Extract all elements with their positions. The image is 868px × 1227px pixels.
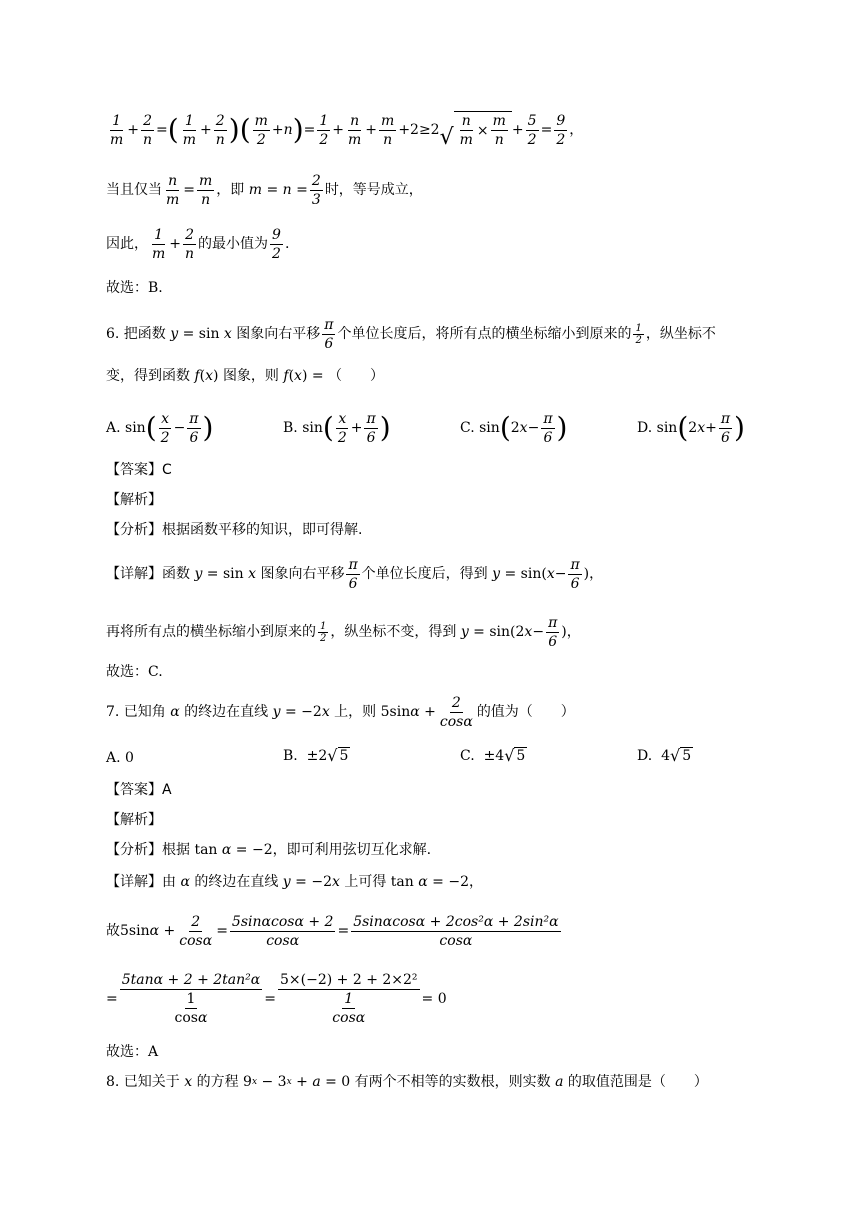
inequality-equation: $\frac{1}{m}$ + $\frac{2}{n}$ = ( $\frac{1}{m}$ + $\frac{2}{n}$ ) ( $\frac{m}{2}$ + n ) = $\frac{1}{2}$ + $\frac{n}{m}$ + $\frac{m}{n}$ +2≥2 √ $\frac{n}{m}$ × $\frac{m}{n}$ + $\frac{5}{2}$ = $\frac{9}{2}$ ，	[110, 112, 584, 150]
q6-fenxi	[106, 520, 808, 540]
q7-fenxi: 【分析】根据 tan α = −2 ，即可利用弦切互化求解.	[106, 842, 432, 858]
text: 【解析】	[106, 492, 162, 508]
text: 的最小值为	[198, 236, 269, 252]
text: 【解析】	[106, 812, 162, 828]
text: 故选：A	[106, 1044, 159, 1060]
q6-detail: 【详解】函数 y = sin x 图象向右平移 $\frac{\pi}{6}$ 个单位长度后，得到 y = sin( x − $\frac{\pi}{6}$ ) ，	[106, 556, 604, 592]
q6-answer	[106, 460, 808, 480]
text: 上，则	[334, 704, 377, 720]
text: 图象向右平移	[236, 326, 321, 342]
text: （ ）	[328, 368, 385, 384]
text: 的取值范围是（ ）	[567, 1074, 708, 1090]
text: ，纵坐标不	[645, 326, 716, 342]
text: ，即可利用弦切互化求解.	[272, 842, 432, 858]
text: 时，等号成立，	[324, 182, 423, 198]
q7-answer	[106, 780, 808, 800]
text: 个单位长度后，得到	[361, 566, 488, 582]
option-letter: A.	[106, 420, 121, 436]
q6-stem-line2: 变，得到函数 f ( x ) 图象，则 f ( x ) = （ ）	[106, 368, 385, 384]
q6-option-d[interactable]: D. sin ( 2 x + $\frac{\pi}{6}$ )	[637, 410, 745, 446]
equality-condition: 当且仅当 $\frac{n}{m}$ = $\frac{m}{n}$ ，即 m = n = $\frac{2}{3}$ 时，等号成立，	[106, 172, 423, 208]
text: 的终边在直线	[184, 704, 269, 720]
choose-c	[106, 662, 808, 682]
text: 8. 已知关于	[106, 1074, 180, 1090]
text: 【答案】C	[106, 462, 172, 478]
q7-option-b[interactable]: B. ±2 √ 5	[283, 746, 349, 765]
text: ，纵坐标不变，得到	[330, 624, 457, 640]
text: 的值为（ ）	[476, 704, 575, 720]
text: 【分析】根据	[106, 842, 190, 858]
option-letter: B.	[283, 747, 298, 764]
text: ，	[469, 874, 483, 890]
text: 6. 把函数	[106, 326, 166, 342]
option-letter: B.	[283, 420, 298, 436]
min-value-line: 因此， $\frac{1}{m}$ + $\frac{2}{n}$ 的最小值为 $\frac{9}{2}$ .	[106, 226, 290, 262]
option-letter: A. 0	[106, 750, 134, 766]
option-letter: C.	[460, 747, 475, 764]
q7-detail: 【详解】由 α 的终边在直线 y = −2 x 上可得 tan α = −2 ，	[106, 874, 483, 890]
text: ，	[569, 122, 584, 138]
q6-option-b[interactable]: B. sin ( $\frac{x}{2}$ + $\frac{\pi}{6}$ )	[283, 410, 391, 446]
text: 上可得	[344, 874, 387, 890]
q6-option-c[interactable]: C. sin ( 2 x − $\frac{\pi}{6}$ )	[460, 410, 568, 446]
q6-then: 再将所有点的横坐标缩小到原来的 $\frac{1}{2}$ ，纵坐标不变，得到 y = sin(2 x − $\frac{\pi}{6}$ ) ，	[106, 614, 581, 650]
text: ，	[589, 566, 604, 582]
text: 有两个不相等的实数根，则实数	[354, 1074, 551, 1090]
text: 再将所有点的横坐标缩小到原来的	[106, 624, 316, 640]
q6-stem-line1: 6. 把函数 y = sin x 图象向右平移 $\frac{\pi}{6}$ 个单位长度后，将所有点的横坐标缩小到原来的 $\frac{1}{2}$ ，纵坐标不	[106, 316, 716, 352]
text: 7. 已知角	[106, 704, 166, 720]
q7-derivation-1: 故 5sin α + $\frac{2}{\cos\alpha}$ = $\frac{5\sin\alpha\cos\alpha + 2}{\cos\alpha}$ = $\frac{\text{5sinαcosα + 2cos²α + 2sin²α}}{\cos\alpha}$	[106, 913, 559, 949]
text: ，	[566, 624, 581, 640]
q7-option-d[interactable]: D. 4 √ 5	[637, 746, 692, 765]
text: ，即	[216, 182, 245, 198]
option-letter: C.	[460, 420, 475, 436]
option-letter: D.	[637, 747, 653, 764]
q6-analysis-title	[106, 490, 808, 510]
q7-option-a[interactable]	[106, 750, 134, 766]
text: 图象向右平移	[260, 566, 345, 582]
text: 【答案】A	[106, 782, 172, 798]
text: 的终边在直线	[194, 874, 279, 890]
text: .	[284, 236, 290, 252]
text: 的方程	[196, 1074, 239, 1090]
text: 故选：C.	[106, 664, 163, 680]
option-letter: D.	[637, 420, 653, 436]
q7-stem: 7. 已知角 α 的终边在直线 y = −2 x 上，则 5sin α + $\frac{2}{\cos\alpha}$ 的值为（ ）	[106, 694, 575, 730]
text: 【分析】根据函数平移的知识，即可得解.	[106, 522, 363, 538]
text: 当且仅当	[106, 182, 162, 198]
text: 【详解】函数	[106, 566, 190, 582]
text: 图象，则	[222, 368, 279, 384]
text: 故选：B.	[106, 280, 163, 296]
text: 【详解】由	[106, 874, 176, 890]
q7-option-c[interactable]: C. ±4 √ 5	[460, 746, 526, 765]
q8-stem: 8. 已知关于 x 的方程 9 x − 3 x + a = 0 有两个不相等的实数根，则实数 a 的取值范围是（ ）	[106, 1074, 708, 1090]
text: 故	[106, 923, 120, 939]
text: 因此，	[106, 236, 148, 252]
choose-a	[106, 1042, 808, 1062]
text: 个单位长度后，将所有点的横坐标缩小到原来的	[337, 326, 632, 342]
q7-derivation-2: = $\frac{\text{5tanα + 2 + 2tan²α}}{\frac{1}{\cos\alpha}}$ = $\frac{\text{5×(−2) + 2 + 2×2²}}{\frac{1}{\cos\alpha}}$ = 0	[106, 972, 447, 1026]
text: 变，得到函数	[106, 368, 190, 384]
choose-b	[106, 278, 808, 298]
q6-option-a[interactable]: A. sin ( $\frac{x}{2}$ − $\frac{\pi}{6}$ )	[106, 410, 214, 446]
q7-analysis-title	[106, 810, 808, 830]
